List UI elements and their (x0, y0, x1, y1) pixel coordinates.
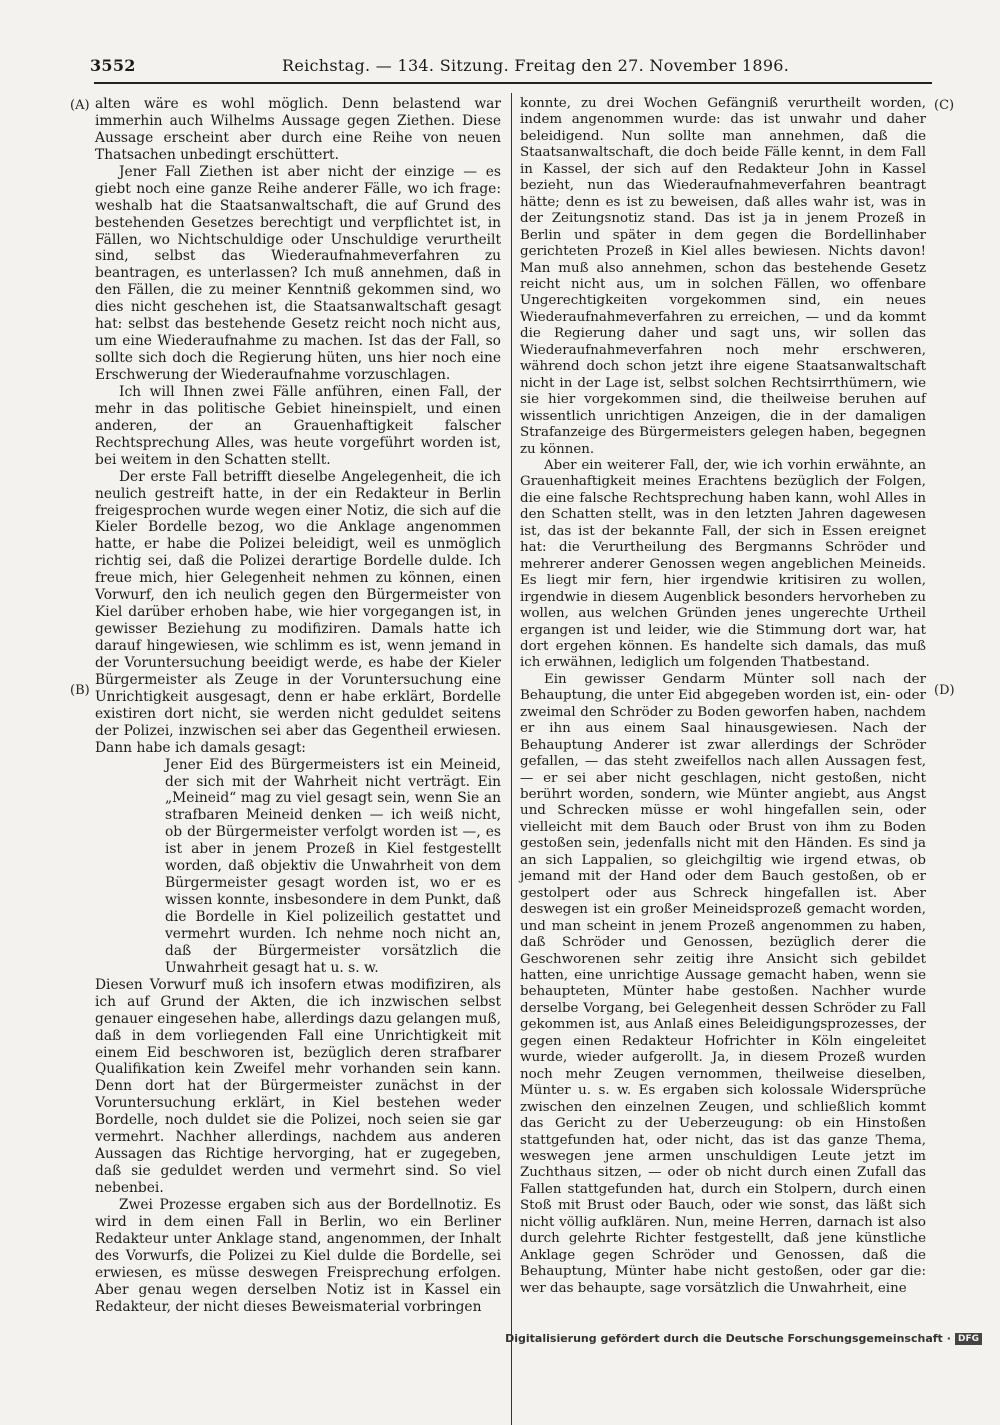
margin-marker-b: (B) (70, 683, 90, 698)
paragraph: Jener Fall Ziethen ist aber nicht der einzige — es giebt noch eine ganze Reihe anderer Fälle, wo ich frage: weshalb hat die Staatsanwaltschaft, die auf Grund des bestehenden Gesetzes berechtigt und verpflichtet ist, in Fällen, wo Nichtschuldige oder Unschuldige verurtheilt sind, selbst das Wiederaufnahmeverfahren zu beantragen, es unterlassen? Ich muß annehmen, daß in den Fällen, die zu meiner Kenntniß gekommen sind, wo dies nicht geschehen ist, die Staatsanwaltschaft gesagt hat: selbst das bestehende Gesetz reicht noch nicht aus, um eine Wiederaufnahme zu machen. Ist das der Fall, so sollte sich doch die Regierung hüten, uns hier noch eine Erschwerung der Wiederaufnahme vorzuschlagen. (95, 163, 501, 383)
left-column (95, 96, 501, 1316)
paragraph: alten wäre es wohl möglich. Denn belastend war immerhin auch Wilhelms Aussage gegen Ziethen. Diese Aussage erscheint aber durch eine Reihe von neuen Thatsachen unbedingt erschüttert. (95, 96, 501, 163)
paragraph: Aber ein weiterer Fall, der, wie ich vorhin erwähnte, an Grauenhaftigkeit meines Erachtens bezüglich der Folgen, die eine falsche Rechtsprechung haben kann, wohl Alles in den Schatten stellt, was in den letzten Jahren dagewesen ist, das ist der bekannte Fall, der sich in Essen ereignet hat: die Verurtheilung des Bergmanns Schröder und mehrerer anderer Genossen wegen angeblichen Meineids. Es liegt mir fern, hier irgendwie kritisiren zu wollen, irgendwie in diesem Augenblick besonders hervorheben zu wollen, aus welchen Gründen jenes ungerechte Urtheil ergangen ist und leider, wie die Stimmung dort war, hat dort ergehen können. Es handelte sich damals, das muß ich erwähnen, lediglich um folgenden Thatbestand. (520, 457, 926, 671)
paragraph: Diesen Vorwurf muß ich insofern etwas modifiziren, als ich auf Grund der Akten, die ich inzwischen selbst genauer eingesehen habe, allerdings dazu gelangen muß, daß in dem vorliegenden Fall eine Unrichtigkeit mit einem Eid beschworen ist, bezüglich deren strafbarer Qualifikation kein Zweifel mehr vorhanden sein kann. Denn dort hat der Bürgermeister zunächst in der Voruntersuchung erklärt, in Kiel bestehen weder Bordelle, noch duldet sie die Polizei, noch seien sie gar vermehrt. Nachher allerdings, nachdem aus anderen Aussagen das Richtige hervorging, hat er zugegeben, daß sie geduldet werden und vermehrt sind. So viel nebenbei. (95, 976, 501, 1196)
paragraph: Zwei Prozesse ergaben sich aus der Bordellnotiz. Es wird in dem einen Fall in Berlin, wo ein Berliner Redakteur unter Anklage stand, angenommen, der Inhalt des Vorwurfs, die Polizei zu Kiel dulde die Bordelle, sei erwiesen, es müsse deswegen Freisprechung erfolgen. Aber genau wegen derselben Notiz ist in Kassel ein Redakteur, der nicht dieses Beweismaterial vorbringen (95, 1196, 501, 1315)
paragraph: Ein gewisser Gendarm Münter soll nach der Behauptung, die unter Eid abgegeben worden ist, ein- oder zweimal den Schröder zu Boden geworfen haben, nachdem er ihn aus einem Saal hinausgewiesen. Nach der Behauptung Anderer ist zwar allerdings der Schröder gefallen, — das steht zweifellos nach allen Aussagen fest, — er sei aber nicht geschlagen, nicht gestoßen, nicht berührt worden, sondern, wie Münter angiebt, aus Angst und Schrecken müsse er wohl hingefallen sein, oder vielleicht mit dem Bauch oder Brust von ihm zu Boden gestoßen sein, jedenfalls nicht mit den Händen. Es sind ja an sich Lappalien, so gleichgiltig wie irgend etwas, ob jemand mit der Hand oder dem Bauch gestoßen, ob er gestolpert oder aus Schreck hingefallen ist. Aber deswegen ist ein großer Meineidsprozeß gemacht worden, und man scheint in jenem Prozeß angenommen zu haben, daß Schröder und Genossen, bezüglich derer die Geschworenen sehr zeitig ihre Ansicht sich gebildet hatten, eine unrichtige Aussage gemacht haben, wenn sie behaupteten, Münter habe gestoßen. Nachher wurde derselbe Vorgang, bei Gelegenheit dessen Schröder zu Fall gekommen ist, aus Anlaß eines Beleidigungsprozesses, der gegen einen Redakteur Hofrichter in Köln eingeleitet wurde, wieder aufgerollt. Ja, in diesem Prozeß wurden noch mehr Zeugen vernommen, theilweise dieselben, Münter u. s. w. Es ergaben sich kolossale Widersprüche zwischen den einzelnen Zeugen, und schließlich kommt das Gericht zu der Ueberzeugung: ob ein Hinstoßen stattgefunden hat, oder nicht, das ist das ganze Thema, weswegen jene armen unschuldigen Leute jetzt im Zuchthaus sitzen, — oder ob nicht durch einen Zufall das Fallen stattgefunden hat, durch ein Stolpern, durch einen Stoß mit Brust oder Bauch, oder wie sonst, das läßt sich nicht völlig aufklären. Nun, meine Herren, darnach ist also durch gelehrte Richter festgestellt, daß jene künstliche Anklage gegen Schröder und Genossen, daß die Behauptung, Münter habe nicht gestoßen, oder gar die: wer das behaupte, sage vorsätzlich die Unwahrheit, eine (520, 671, 926, 1296)
column-divider (511, 93, 512, 1425)
running-title: Reichstag. — 134. Sitzung. Freitag den 27. November 1896. (282, 56, 790, 75)
margin-marker-a: (A) (70, 98, 90, 113)
footer-separator: · (946, 1332, 951, 1345)
dfg-logo: DFG (955, 1333, 982, 1345)
quoted-passage: Jener Eid des Bürgermeisters ist ein Meineid, der sich mit der Wahrheit nicht verträgt. Ein „Meineid“ mag zu viel gesagt sein, wenn Sie an strafbaren Meineid denken — ich weiß nicht, ob der Bürgermeister verfolgt worden ist —, es ist aber in jenem Prozeß in Kiel festgestellt worden, daß objektiv die Unwahrheit von dem Bürgermeister gesagt worden ist, wo er es wissen konnte, insbesondere in dem Punkt, daß die Bordelle in Kiel polizeilich gestattet und vermehrt wurden. Ich nehme noch nicht an, daß der Bürgermeister vorsätzlich die Unwahrheit gesagt hat u. s. w. (165, 756, 501, 976)
footer-text: Digitalisierung gefördert durch die Deutsche Forschungsgemeinschaft (505, 1332, 943, 1345)
margin-marker-d: (D) (934, 683, 955, 698)
paragraph: Der erste Fall betrifft dieselbe Angelegenheit, die ich neulich gestreift hatte, in der ein Redakteur in Berlin freigesprochen wurde wegen einer Notiz, die sich auf die Kieler Bordelle bezog, wo die Anklage angenommen hatte, er habe die Polizei beleidigt, weil es unmöglich richtig sei, daß die Polizei derartige Bordelle dulde. Ich freue mich, hier Gelegenheit nehmen zu können, einen Vorwurf, den ich neulich gegen den Bürgermeister von Kiel darüber erhoben habe, wie hier vorgegangen ist, in gewisser Beziehung zu modifiziren. Damals hatte ich darauf hingewiesen, wie schlimm es ist, wenn jemand in der Voruntersuchung beeidigt werde, es habe der Kieler Bürgermeister als Zeuge in der Voruntersuchung eine Unrichtigkeit ausgesagt, denn er habe erklärt, Bordelle existiren dort nicht, sie werden nicht geduldet seitens der Polizei, inzwischen sei aber das Gegentheil erwiesen. Dann habe ich damals gesagt: (95, 468, 501, 756)
paragraph: konnte, zu drei Wochen Gefängniß verurtheilt worden, indem angenommen wurde: das ist unwahr und daher beleidigend. Nun sollte man annehmen, daß die Staatsanwaltschaft, die doch beide Fälle kennt, in dem Fall in Kassel, der sich auf den Redakteur John in Kassel bezieht, nun das Wiederaufnahmeverfahren beantragt hätte; denn es ist zu beweisen, daß alles wahr ist, was in der Zeitungsnotiz stand. Das ist ja in jenem Prozeß in Berlin und später in dem gegen die Bordellinhaber gerichteten Prozeß in Kiel alles bewiesen. Nichts davon! Man muß also annehmen, schon das bestehende Gesetz reicht nicht aus, um in solchen Fällen, wo offenbare Ungerechtigkeiten vorgekommen sind, ein neues Wiederaufnahmeverfahren zu erreichen, — und da kommt die Regierung daher und sagt uns, wir sollen das Wiederaufnahmeverfahren noch mehr erschweren, während doch schon jetzt ihre eigene Staatsanwaltschaft nicht in der Lage ist, selbst solchen Rechtsirrthümern, wie sie hier vorgekommen sind, die theilweise beruhen auf wissentlich unrichtigen Anzeigen, die in der damaligen Strafanzeige des Bürgermeisters gelegen haben, begegnen zu können. (520, 96, 926, 457)
header-rule (94, 82, 932, 84)
running-header (90, 56, 920, 80)
margin-marker-c: (C) (934, 98, 955, 113)
right-column (520, 96, 926, 1297)
page-number: 3552 (90, 56, 136, 75)
paragraph: Ich will Ihnen zwei Fälle anführen, einen Fall, der mehr in das politische Gebiet hineinspielt, und einen anderen, der an Grauenhaftigkeit falscher Rechtsprechung Alles, was heute vorgeführt worden ist, bei weitem in den Schatten stellt. (95, 383, 501, 468)
digitization-footer (505, 1332, 982, 1345)
